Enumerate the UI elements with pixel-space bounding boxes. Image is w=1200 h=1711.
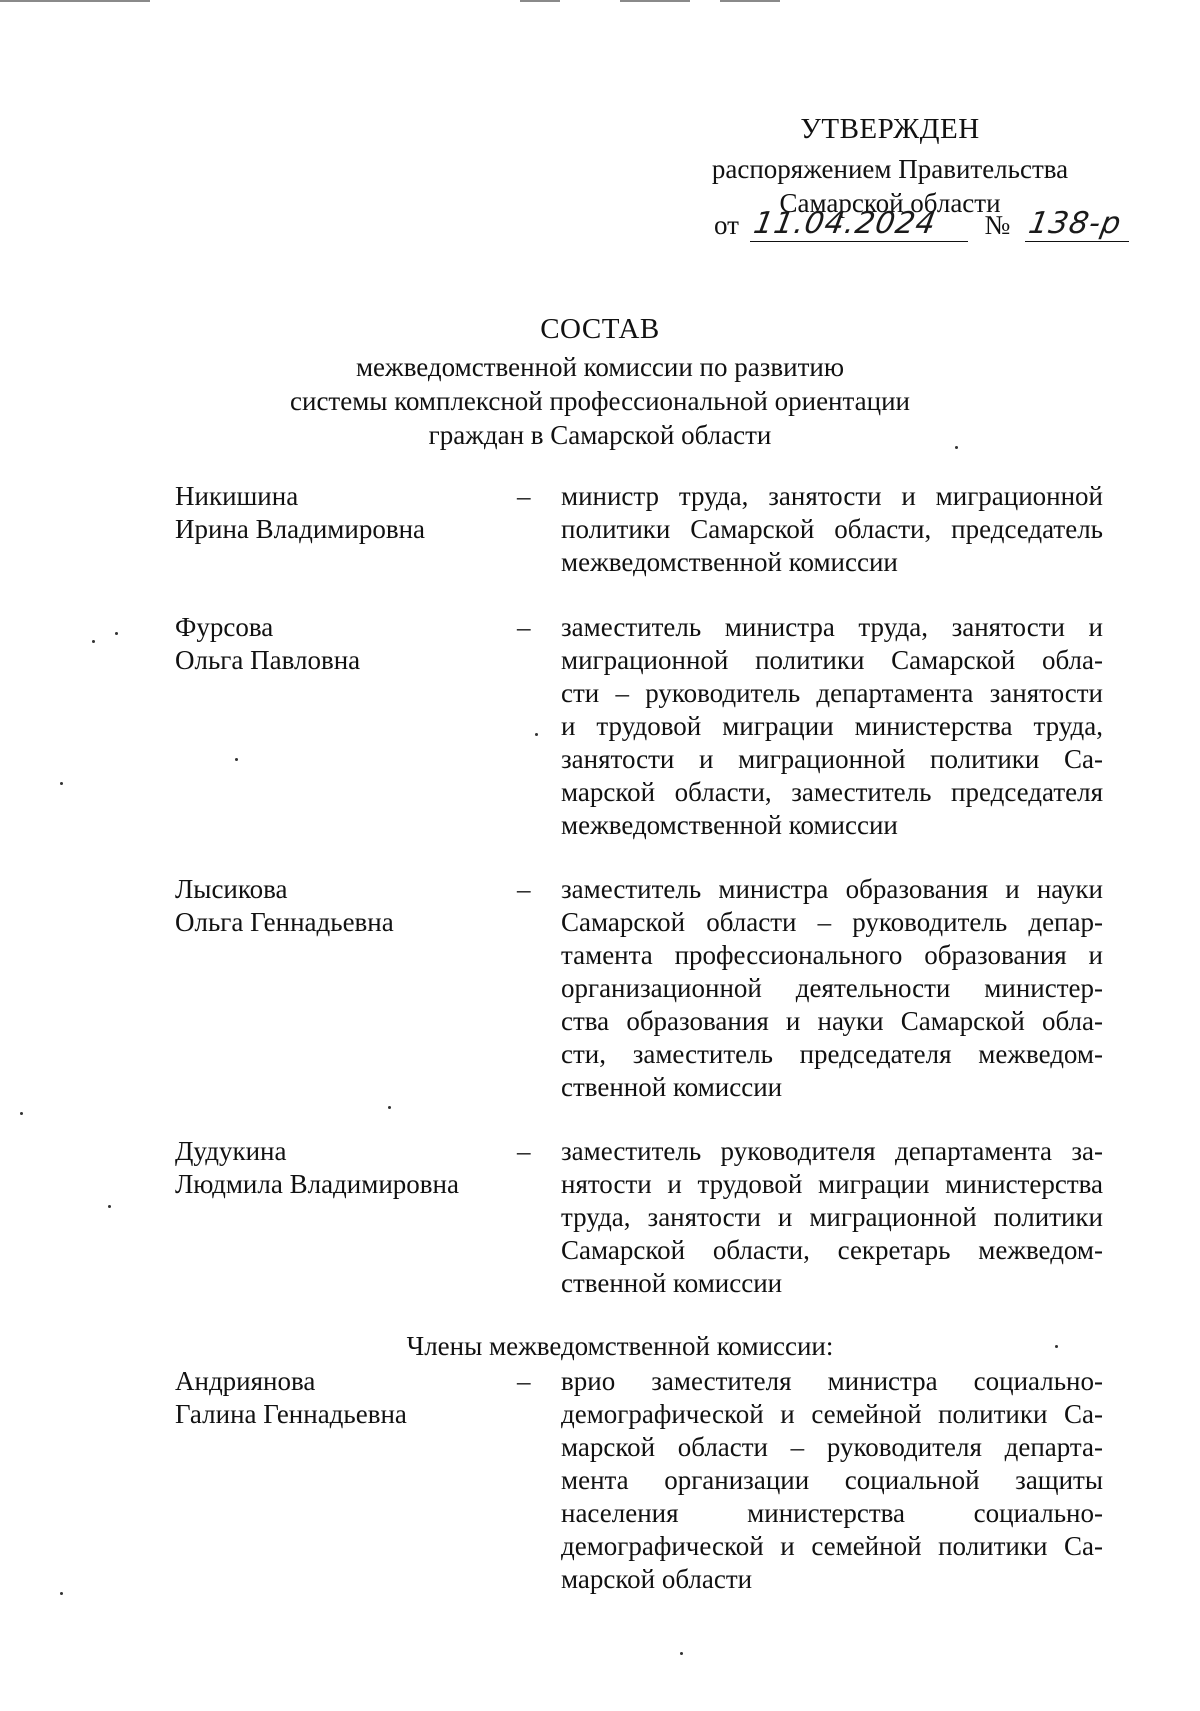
scan-speck: [388, 1106, 391, 1109]
member-surname: Фурсова: [175, 612, 274, 642]
approval-line-2: Самарской области: [779, 188, 1001, 218]
number-field: [1025, 206, 1129, 242]
member-surname: Дудукина: [175, 1136, 287, 1166]
scan-speck: [60, 782, 63, 785]
handwritten-date: 11.04.2024: [750, 206, 939, 241]
role-line: врио заместителя министра социально-: [561, 1366, 1103, 1396]
heading-line: граждан в Самарской области: [428, 420, 772, 450]
scan-speck: [535, 733, 538, 736]
role-line: ственной комиссии: [561, 1072, 783, 1102]
role-line: организационной деятельности министер-: [561, 973, 1103, 1003]
approval-block: [620, 112, 1160, 220]
role-line: марской области: [561, 1564, 753, 1594]
member-given-name: Ирина Владимировна: [175, 514, 426, 544]
date-prefix: от: [714, 210, 739, 240]
scan-edge-mark: [720, 0, 780, 2]
role-line: и трудовой миграции министерства труда,: [561, 711, 1103, 741]
member-name: [175, 1365, 505, 1431]
scan-speck: [92, 640, 95, 643]
scan-speck: [60, 1592, 63, 1595]
scan-speck: [680, 1652, 683, 1655]
approval-title: УТВЕРЖДЕН: [800, 113, 980, 145]
scan-speck: [1055, 1345, 1058, 1348]
role-line: Самарской области, секретарь межведом-: [561, 1235, 1103, 1265]
member-given-name: Людмила Владимировна: [175, 1169, 459, 1199]
role-line: миграционной политики Самарской обла-: [561, 645, 1103, 675]
member-given-name: Ольга Павловна: [175, 645, 361, 675]
member-given-name: Ольга Геннадьевна: [175, 907, 394, 937]
heading-line: межведомственной комиссии по развитию: [355, 352, 845, 382]
approval-dateline: [714, 208, 1129, 242]
member-given-name: Галина Геннадьевна: [175, 1399, 407, 1429]
scan-speck: [235, 758, 238, 761]
role-line: населения министерства социально-: [561, 1498, 1103, 1528]
scan-edge-mark: [0, 0, 150, 2]
handwritten-number: 138-р: [1025, 206, 1125, 241]
entry-dash: –: [517, 1136, 531, 1166]
scan-speck: [115, 632, 118, 635]
member-name: [175, 1135, 505, 1201]
member-role: [561, 1365, 1103, 1596]
member-surname: Никишина: [175, 481, 299, 511]
role-line: ства образования и науки Самарской обла-: [561, 1006, 1103, 1036]
role-line: межведомственной комиссии: [561, 547, 898, 577]
scan-speck: [20, 1112, 23, 1115]
scan-edge-mark: [520, 0, 560, 2]
role-line: сти, заместитель председателя межведом-: [561, 1039, 1103, 1069]
role-line: министр труда, занятости и миграционной: [561, 481, 1103, 511]
scan-edge-mark: [620, 0, 690, 2]
entry-dash: –: [517, 612, 531, 642]
role-line: мента организации социальной защиты: [561, 1465, 1103, 1495]
role-line: заместитель министра образования и науки: [561, 874, 1103, 904]
member-role: [561, 480, 1103, 579]
entry-dash: –: [517, 874, 531, 904]
number-prefix: №: [984, 210, 1011, 240]
heading-line: системы комплексной профессиональной ориентации: [290, 386, 910, 416]
role-line: тамента профессионального образования и: [561, 940, 1103, 970]
member-role: [561, 611, 1103, 842]
member-name: [175, 611, 505, 677]
entry-dash: –: [517, 1366, 531, 1396]
scan-speck: [955, 446, 958, 449]
role-line: нятости и трудовой миграции министерства: [561, 1169, 1103, 1199]
members-section-title: Члены межведомственной комиссии:: [406, 1331, 834, 1361]
role-line: труда, занятости и миграционной политики: [561, 1202, 1103, 1232]
role-line: Самарской области – руководитель депар-: [561, 907, 1103, 937]
member-role: [561, 1135, 1103, 1300]
date-field: [750, 206, 968, 242]
heading-title: СОСТАВ: [540, 313, 660, 345]
member-role: [561, 873, 1103, 1104]
scan-speck: [108, 1205, 111, 1208]
member-name: [175, 873, 505, 939]
role-line: заместитель министра труда, занятости и: [561, 612, 1103, 642]
role-line: марской области, заместитель председателя: [561, 777, 1103, 807]
role-line: демографической и семейной политики Са-: [561, 1399, 1103, 1429]
member-surname: Лысикова: [175, 874, 288, 904]
member-name: [175, 480, 505, 546]
document-heading: [240, 312, 960, 452]
role-line: сти – руководитель департамента занятости: [561, 678, 1103, 708]
role-line: занятости и миграционной политики Са-: [561, 744, 1103, 774]
role-line: марской области – руководителя департа-: [561, 1432, 1103, 1462]
role-line: межведомственной комиссии: [561, 810, 898, 840]
approval-line-1: распоряжением Правительства: [711, 154, 1069, 184]
role-line: демографической и семейной политики Са-: [561, 1531, 1103, 1561]
entry-dash: –: [517, 481, 531, 511]
role-line: заместитель руководителя департамента за-: [561, 1136, 1103, 1166]
role-line: ственной комиссии: [561, 1268, 783, 1298]
role-line: политики Самарской области, председатель: [561, 514, 1103, 544]
member-surname: Андриянова: [175, 1366, 316, 1396]
